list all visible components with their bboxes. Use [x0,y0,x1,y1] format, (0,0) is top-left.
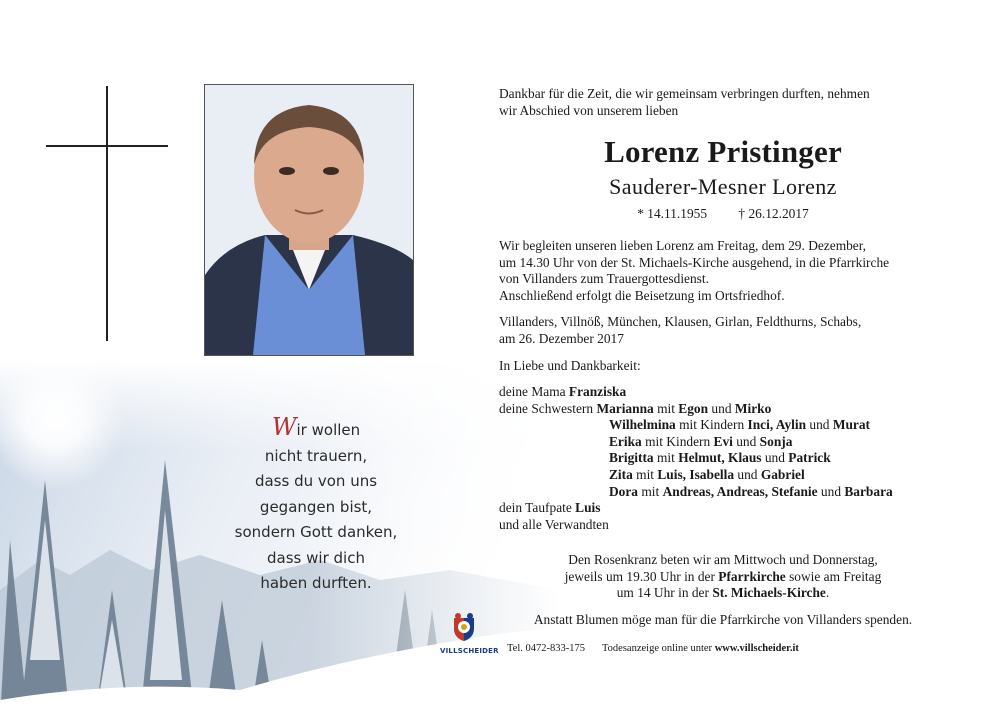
family-row [499,500,959,517]
cross-icon-bar [46,145,168,147]
poem-line: sondern Gott danken, [234,523,398,541]
rosary-line: Den Rosenkranz beten wir am Mittwoch und Donnerstag, [568,552,878,567]
life-dates [499,206,947,222]
poem-line: gegangen bist, [259,497,373,516]
online-link[interactable] [602,643,799,654]
family-name: Mirko [734,400,772,416]
family-name: Marianna [596,400,654,416]
family-row [499,417,959,434]
family-name: Franziska [568,384,627,399]
family-name: Dora [609,483,639,499]
family-label: und [817,483,845,499]
logo-text: VILLSCHEIDER [440,647,499,655]
intro-line: wir Abschied von unserem lieben [499,102,679,118]
intro-text [499,86,959,119]
family-label: und [806,417,833,433]
family-row [499,484,959,501]
poem-line [222,413,410,444]
poem-line: nicht trauern, [264,446,368,465]
family-name: Zita [609,466,633,482]
family-name: Luis, Isabella [657,466,735,482]
love-text: In Liebe und Dankbarkeit: [499,358,641,373]
cross-icon [106,86,108,341]
family-label: mit Kindern [641,433,714,449]
family-label: mit [653,450,679,466]
online-url[interactable]: www.villscheider.it [714,643,799,654]
flowers-note: Anstatt Blumen möge man für die Pfarrkirche von Villanders spenden. [533,612,913,627]
rosary-part: jeweils um 19.30 Uhr in der [564,568,719,584]
family-name: Helmut, Klaus [678,450,762,466]
family-list [499,384,959,533]
family-label: deine Schwestern [499,400,597,416]
poem-line1-rest: ir wollen [296,421,361,439]
rosary-part: . [825,585,830,601]
family-name: Evi [713,433,733,449]
poem-line: dass du von uns [254,472,378,490]
funeral-text [499,238,959,304]
family-name: Wilhelmina [609,417,676,433]
family-row [499,467,959,484]
family-row [499,401,959,418]
funeral-line: um 14.30 Uhr von der St. Michaels-Kirche ausgehend, in die Pfarrkirche [499,254,890,270]
places-line: Villanders, Villnöß, München, Klausen, Girlan, Feldthurns, Schabs, [499,314,862,329]
funeral-line: Wir begleiten unseren lieben Lorenz am Freitag, dem 29. Dezember, [499,238,867,253]
family-name: Barbara [844,483,893,499]
family-label: mit [653,400,679,416]
family-name: Andreas, Andreas, Stefanie [662,483,818,499]
places-text [499,314,959,347]
deceased-nickname: Sauderer-Mesner Lorenz [609,174,837,199]
family-name: Egon [678,400,709,416]
poem-initial: W [271,413,297,441]
birth-date: * 14.11.1955 [637,206,708,221]
family-name: Gabriel [760,466,805,482]
family-label: mit [632,466,658,482]
villscheider-logo[interactable] [440,612,499,668]
family-name: Inci, Aylin [747,417,807,433]
death-date: † 26.12.2017 [738,206,809,221]
poem-line: haben durften. [260,574,372,592]
family-label: mit [638,483,663,499]
family-label: und [732,433,760,449]
family-label: und [734,466,761,482]
family-name: Patrick [788,450,831,466]
family-label: dein Taufpate [499,500,576,516]
rosary-line [499,569,947,586]
family-name: Luis [575,500,601,516]
family-label: mit Kindern [675,417,748,433]
portrait-photo [204,84,414,356]
family-name: Sonja [759,433,793,449]
rosary-church: Pfarrkirche [718,568,786,584]
rosary-church: St. Michaels-Kirche [712,585,826,601]
places-line: am 26. Dezember 2017 [499,330,624,346]
family-label: und [761,450,789,466]
family-name: Murat [832,417,871,433]
logo-emblem-icon [449,612,479,642]
rosary-line [499,585,947,602]
poem [222,413,410,597]
online-prefix: Todesanzeige online unter [602,643,715,654]
family-row [499,450,959,467]
phone-number: Tel. 0472-833-175 [507,643,586,654]
rosary-part: um 14 Uhr in der [616,585,713,601]
deceased-name: Lorenz Pristinger [604,134,842,169]
family-label: deine Mama [499,384,569,399]
family-row [499,434,959,451]
rosary-text [499,552,947,602]
rosary-part: sowie am Freitag [785,568,882,584]
funeral-line: Anschließend erfolgt die Beisetzung im Ortsfriedhof. [499,287,785,303]
funeral-line: von Villanders zum Trauergottesdienst. [499,271,709,287]
poem-line: dass wir dich [267,548,365,567]
family-name: Erika [609,433,642,449]
family-row: und alle Verwandten [499,516,609,532]
family-label: und [708,400,735,416]
intro-line: Dankbar für die Zeit, die wir gemeinsam verbringen durften, nehmen [499,86,870,101]
family-name: Brigitta [609,450,654,466]
family-row [499,384,959,401]
